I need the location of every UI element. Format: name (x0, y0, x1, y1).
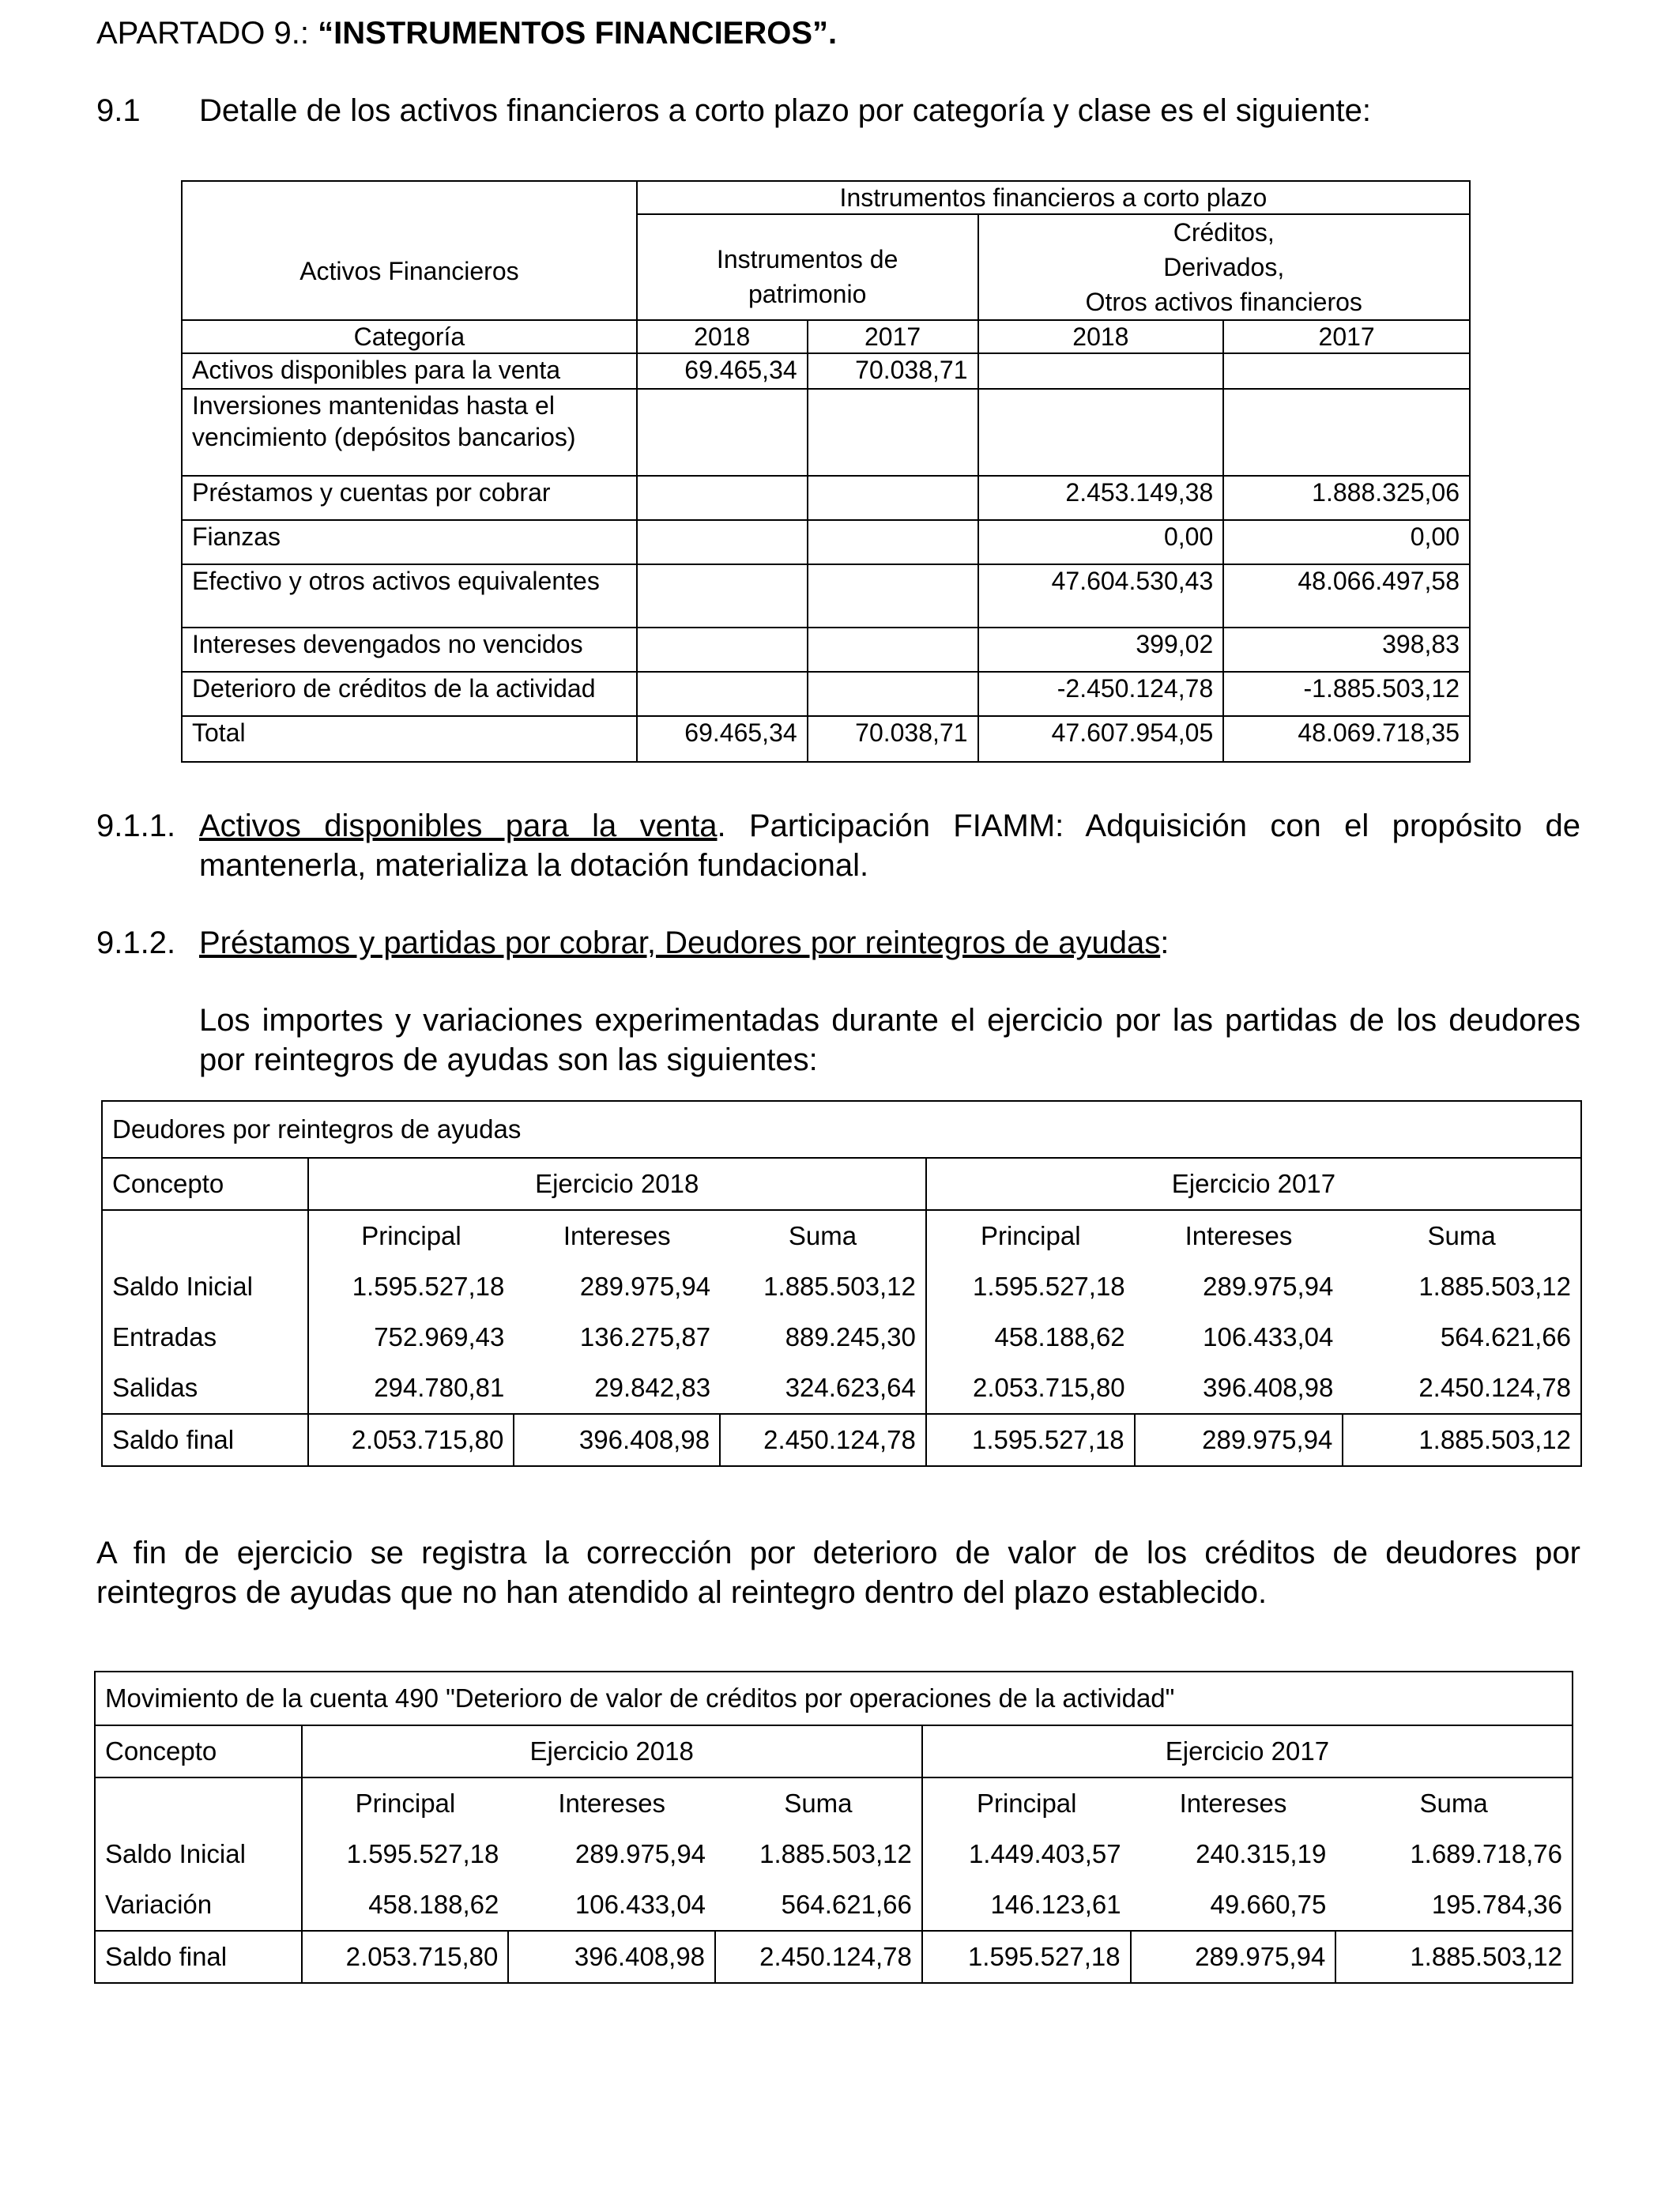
section-9-1-heading (96, 93, 1371, 129)
cell: 289.975,94 (579, 1272, 711, 1301)
cell: 458.188,62 (994, 1322, 1125, 1351)
cell: 396.408,98 (514, 1414, 720, 1466)
table-row (182, 564, 1470, 628)
table-row-final (95, 1931, 1573, 1983)
subheader: Intereses (558, 1789, 666, 1818)
cell: 2.053.715,80 (308, 1414, 514, 1466)
cell (637, 389, 808, 476)
ejercicio-2018-header: Ejercicio 2018 (302, 1725, 922, 1777)
concepto-header: Concepto (102, 1158, 308, 1210)
cell (1223, 389, 1470, 476)
ejercicio-2017-header: Ejercicio 2017 (922, 1725, 1573, 1777)
cell: 2.453.149,38 (978, 476, 1224, 520)
paragraph-9-1-2: 9.1.2. Préstamos y partidas por cobrar, Deudores por reintegros de ayudas: (96, 923, 1580, 963)
cell: 70.038,71 (808, 353, 978, 389)
group-header: Instrumentos financieros a corto plazo (637, 181, 1470, 214)
table-row (182, 520, 1470, 564)
cell: 1.595.527,18 (346, 1839, 499, 1868)
cuenta-490-table (94, 1671, 1573, 1984)
cell: 2.450.124,78 (720, 1414, 926, 1466)
table-row (102, 1363, 1581, 1414)
underlined-term: Préstamos y partidas por cobrar, Deudores por reintegros de ayudas (199, 925, 1161, 960)
subheader: Suma (720, 1210, 926, 1261)
cell: 1.885.503,12 (1335, 1931, 1573, 1983)
ejercicio-2018-header: Ejercicio 2018 (308, 1158, 926, 1210)
cell: -2.450.124,78 (978, 672, 1224, 716)
paragraph-number: 9.1.1. (96, 809, 176, 843)
table-row (182, 476, 1470, 520)
ejercicio-2017-header: Ejercicio 2017 (926, 1158, 1581, 1210)
row-label: Préstamos y cuentas por cobrar (182, 476, 637, 520)
cell: 48.069.718,35 (1223, 716, 1470, 762)
col-instrumentos-patrimonio: Instrumentos de patrimonio (637, 214, 978, 320)
cell (637, 520, 808, 564)
cell (808, 389, 978, 476)
cell (808, 520, 978, 564)
paragraph-number: 9.1.2. (96, 925, 176, 960)
cell: 2.053.715,80 (972, 1373, 1125, 1402)
year-header: 2017 (808, 320, 978, 353)
subheader: Suma (715, 1777, 922, 1829)
cell (1223, 353, 1470, 389)
cell: 1.595.527,18 (352, 1272, 505, 1301)
cell: 1.595.527,18 (926, 1414, 1135, 1466)
cell: 564.621,66 (1343, 1312, 1581, 1363)
section-text: Detalle de los activos financieros a corto plazo por categoría y clase es el siguiente: (199, 93, 1372, 128)
row-label: Saldo Inicial (102, 1261, 308, 1312)
blank-cell (102, 1210, 308, 1261)
table-title: Movimiento de la cuenta 490 "Deterioro de valor de créditos por operaciones de la actividad" (95, 1672, 1573, 1725)
row-label: Total (182, 716, 637, 762)
row-label: Activos disponibles para la venta (182, 353, 637, 389)
heading-title: “INSTRUMENTOS FINANCIEROS”. (318, 16, 838, 51)
subheader: Principal (980, 1221, 1081, 1250)
cell: 289.975,94 (1203, 1272, 1334, 1301)
table-row-total (182, 716, 1470, 762)
row-label: Salidas (102, 1363, 308, 1414)
subheader: Suma (1335, 1777, 1573, 1829)
deudores-table (101, 1100, 1582, 1467)
underlined-term: Activos disponibles para la venta (199, 809, 718, 843)
cell: 1.885.503,12 (720, 1261, 926, 1312)
cell: 458.188,62 (368, 1890, 499, 1919)
cell: 398,83 (1223, 628, 1470, 672)
row-label: Saldo final (95, 1931, 302, 1983)
cell (808, 628, 978, 672)
cell: 289.975,94 (574, 1839, 706, 1868)
cell (808, 476, 978, 520)
table-row (95, 1879, 1573, 1931)
cell (637, 564, 808, 628)
short-term-assets-table (181, 180, 1471, 763)
cell: 49.660,75 (1210, 1890, 1327, 1919)
row-label: Entradas (102, 1312, 308, 1363)
row-label: Fianzas (182, 520, 637, 564)
subheader: Principal (361, 1221, 461, 1250)
table-row (182, 628, 1470, 672)
subheader: Principal (355, 1789, 456, 1818)
cell (978, 353, 1224, 389)
cell: 1.595.527,18 (972, 1272, 1125, 1301)
cell: 289.975,94 (1131, 1931, 1336, 1983)
table-row (182, 389, 1470, 476)
cell: -1.885.503,12 (1223, 672, 1470, 716)
year-header: 2018 (978, 320, 1224, 353)
row-label: Inversiones mantenidas hasta el vencimiento (depósitos bancarios) (182, 389, 637, 476)
cell: 47.604.530,43 (978, 564, 1224, 628)
cell: 136.275,87 (579, 1322, 711, 1351)
cell: 1.689.718,76 (1335, 1829, 1573, 1879)
cell (637, 628, 808, 672)
cell: 0,00 (1223, 520, 1470, 564)
subheader: Principal (976, 1789, 1077, 1818)
cell: 195.784,36 (1335, 1879, 1573, 1931)
cell: 48.066.497,58 (1223, 564, 1470, 628)
cell: 106.433,04 (574, 1890, 706, 1919)
cell: 2.450.124,78 (1343, 1363, 1581, 1414)
cell: 146.123,61 (990, 1890, 1121, 1919)
cell: 564.621,66 (715, 1879, 922, 1931)
cell (978, 389, 1224, 476)
cell: 69.465,34 (637, 353, 808, 389)
cell: 1.885.503,12 (1343, 1414, 1581, 1466)
cell: 399,02 (978, 628, 1224, 672)
cell: 1.595.527,18 (922, 1931, 1131, 1983)
subheader: Intereses (1185, 1221, 1293, 1250)
table-row (102, 1261, 1581, 1312)
paragraph-9-1-1 (96, 806, 1580, 885)
paragraph-text: . Participación FIAMM: Adquisición con el propósito de mantenerla, materializa la dotación fundacional. (199, 809, 1581, 883)
row-label: Variación (95, 1879, 302, 1931)
cell: 2.053.715,80 (302, 1931, 509, 1983)
subheader: Suma (1343, 1210, 1581, 1261)
cell (637, 476, 808, 520)
cell (637, 672, 808, 716)
cell: 47.607.954,05 (978, 716, 1224, 762)
blank-cell (95, 1777, 302, 1829)
heading-prefix: APARTADO 9.: (96, 16, 318, 51)
subheader: Intereses (1179, 1789, 1287, 1818)
cell: 0,00 (978, 520, 1224, 564)
year-header: 2018 (637, 320, 808, 353)
subheader: Intereses (563, 1221, 671, 1250)
row-label: Efectivo y otros activos equivalentes (182, 564, 637, 628)
table-row-final (102, 1414, 1581, 1466)
concepto-header: Concepto (95, 1725, 302, 1777)
paragraph-importes: Los importes y variaciones experimentadas durante el ejercicio por las partidas de los deudores por reintegros de ayudas son las siguientes: (199, 1003, 1580, 1077)
section-heading (96, 16, 837, 51)
cell: 1.888.325,06 (1223, 476, 1470, 520)
table-row (102, 1312, 1581, 1363)
cell: 1.885.503,12 (1343, 1261, 1581, 1312)
cell: 1.449.403,57 (968, 1839, 1121, 1868)
cell: 29.842,83 (594, 1373, 711, 1402)
cell: 324.623,64 (720, 1363, 926, 1414)
col-activos-financieros: Activos Financieros (182, 181, 637, 320)
cell: 294.780,81 (374, 1373, 505, 1402)
cell: 240.315,19 (1196, 1839, 1327, 1868)
cell: 1.885.503,12 (715, 1829, 922, 1879)
row-label: Deterioro de créditos de la actividad (182, 672, 637, 716)
cell: 752.969,43 (374, 1322, 505, 1351)
cell: 69.465,34 (637, 716, 808, 762)
paragraph-fin-ejercicio: A fin de ejercicio se registra la corrección por deterioro de valor de los créditos de deudores por reintegros de ayudas que no han atendido al reintegro dentro del plazo establecido. (96, 1536, 1580, 1610)
categoria-header: Categoría (182, 320, 637, 353)
section-number: 9.1 (96, 93, 141, 128)
row-label: Saldo final (102, 1414, 308, 1466)
cell (808, 564, 978, 628)
cell: 889.245,30 (720, 1312, 926, 1363)
cell: 70.038,71 (808, 716, 978, 762)
table-row (182, 353, 1470, 389)
row-label: Intereses devengados no vencidos (182, 628, 637, 672)
year-header: 2017 (1223, 320, 1470, 353)
cell: 289.975,94 (1135, 1414, 1343, 1466)
cell: 396.408,98 (1203, 1373, 1334, 1402)
cell: 2.450.124,78 (715, 1931, 922, 1983)
row-label: Saldo Inicial (95, 1829, 302, 1879)
cell (808, 672, 978, 716)
table-row (182, 672, 1470, 716)
table-row (95, 1829, 1573, 1879)
table-title: Deudores por reintegros de ayudas (102, 1101, 1581, 1158)
col-creditos-derivados: Créditos, Derivados, Otros activos financieros (978, 214, 1471, 320)
cell: 106.433,04 (1203, 1322, 1334, 1351)
cell: 396.408,98 (508, 1931, 715, 1983)
